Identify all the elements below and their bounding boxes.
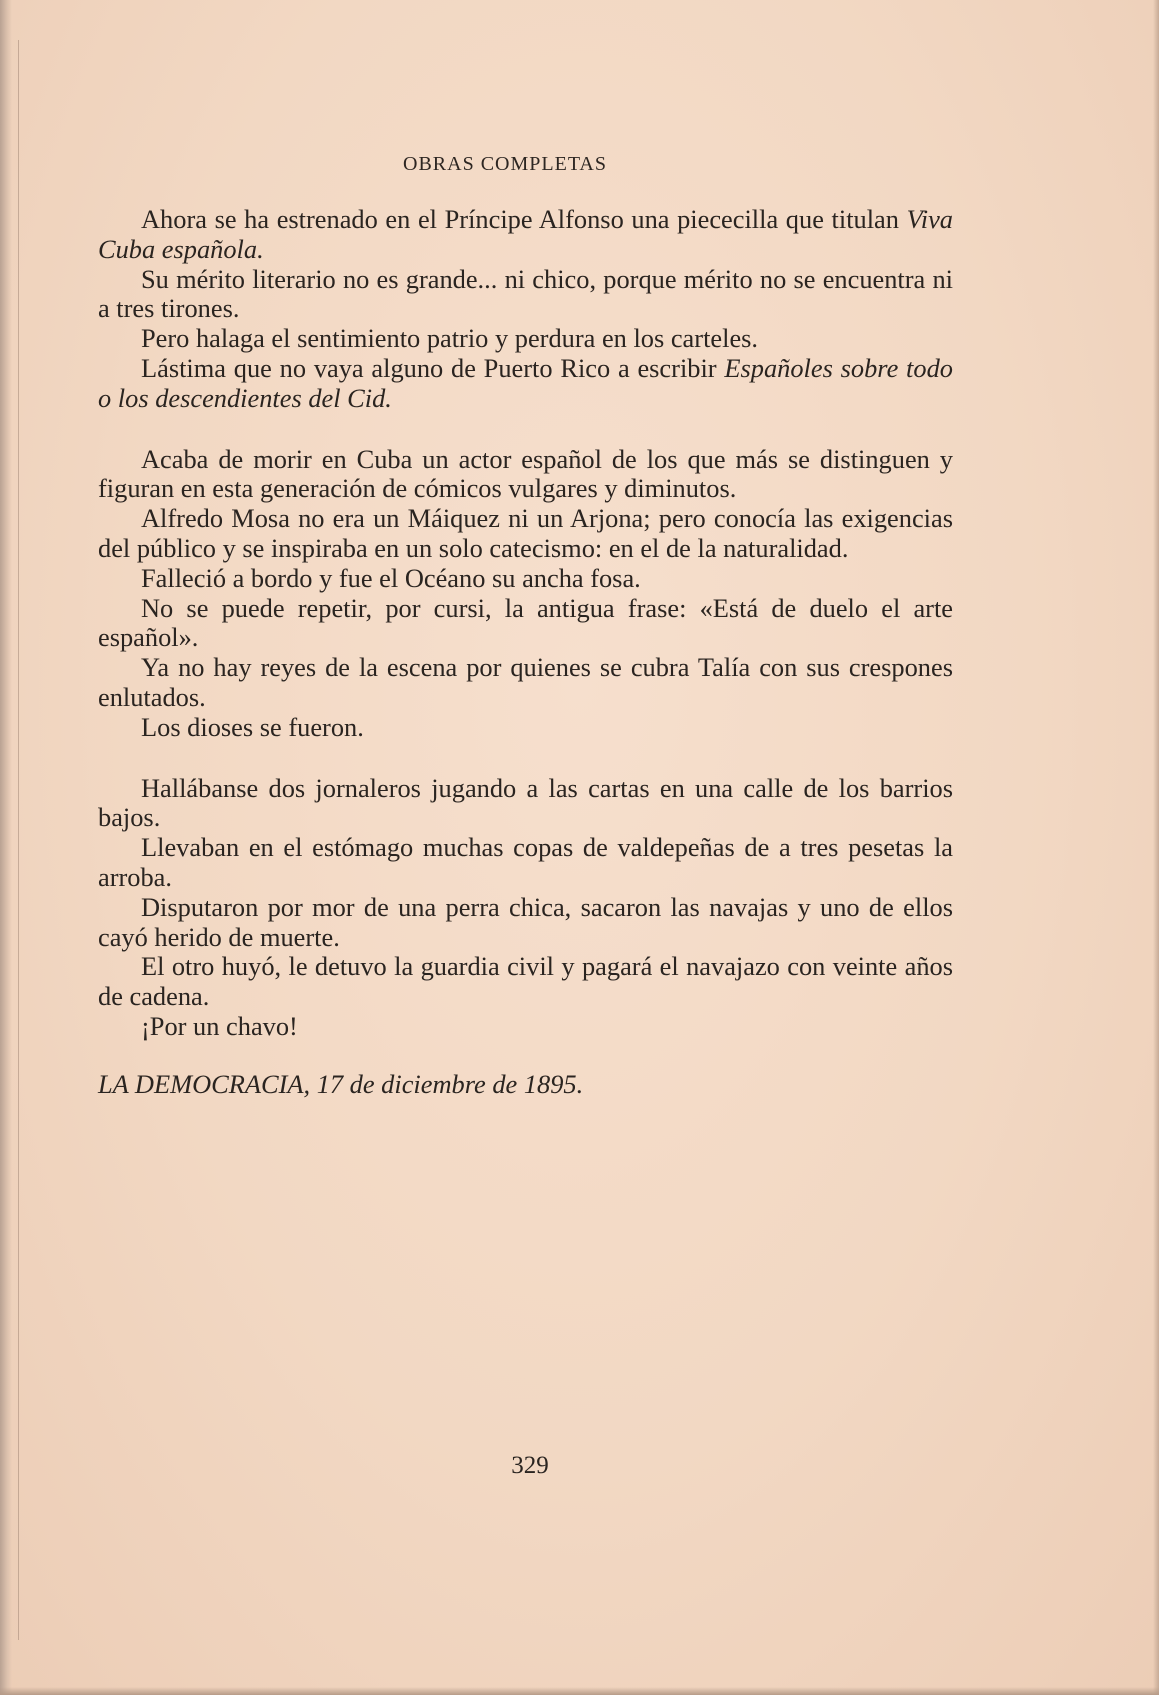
page-right-shadow (1153, 0, 1159, 1695)
paragraph: Alfredo Mosa no era un Máiquez ni un Arjona; pero conocía las exigencias del público y se inspiraba en un solo catecismo: en el de la naturalidad. (98, 503, 953, 563)
paragraph-text: Ahora se ha estrenado en el Príncipe Alfonso una piececilla que titulan (141, 204, 907, 234)
paragraph: Falleció a bordo y fue el Océano su ancha fosa. (141, 562, 641, 593)
body-text (98, 205, 953, 1100)
quoted-title: Españoles sobre todo o los descendientes del Cid. (98, 352, 953, 413)
paragraph (98, 205, 953, 265)
paragraph: Ya no hay reyes de la escena por quienes se cubra Talía con sus crespones enlutados. (98, 652, 953, 712)
paragraph-text: Lástima que no vaya alguno de Puerto Rico a escribir (141, 352, 725, 383)
paragraph: Su mérito literario no es grande... ni chico, porque mérito no se encuentra ni a tres tirones. (98, 263, 953, 324)
running-head: OBRAS COMPLETAS (403, 153, 607, 175)
paragraph: No se puede repetir, por cursi, la antigua frase: «Está de duelo el arte español». (98, 592, 953, 653)
paragraph: ¡Por un chavo! (141, 1010, 298, 1041)
section-gap (98, 743, 953, 774)
paragraph: Hallábanse dos jornaleros jugando a las cartas en una calle de los barrios bajos. (98, 772, 953, 833)
paragraph (98, 354, 953, 414)
paragraph: Los dioses se fueron. (141, 711, 364, 742)
source-citation: LA DEMOCRACIA, 17 de diciembre de 1895. (98, 1068, 584, 1099)
page-left-shadow (0, 0, 12, 1695)
paragraph: Pero halaga el sentimiento patrio y perdura en los carteles. (141, 323, 759, 354)
paragraph: Llevaban en el estómago muchas copas de valdepeñas de a tres pesetas la arroba. (98, 832, 953, 892)
page-fold-line (18, 40, 19, 1640)
play-title: Viva Cuba española. (98, 204, 953, 264)
section-gap (98, 1042, 953, 1070)
page-number: 329 (511, 1452, 549, 1479)
paragraph: El otro huyó, le detuvo la guardia civil y pagará el navajazo con veinte años de cadena. (98, 951, 953, 1012)
paragraph: Disputaron por mor de una perra chica, sacaron las navajas y uno de ellos cayó herido de muerte. (98, 891, 953, 952)
section-gap (98, 414, 953, 445)
paragraph: Acaba de morir en Cuba un actor español de los que más se distinguen y figuran en esta generación de cómicos vulgares y diminutos. (98, 443, 953, 504)
page-bottom-shadow (0, 1687, 1159, 1695)
